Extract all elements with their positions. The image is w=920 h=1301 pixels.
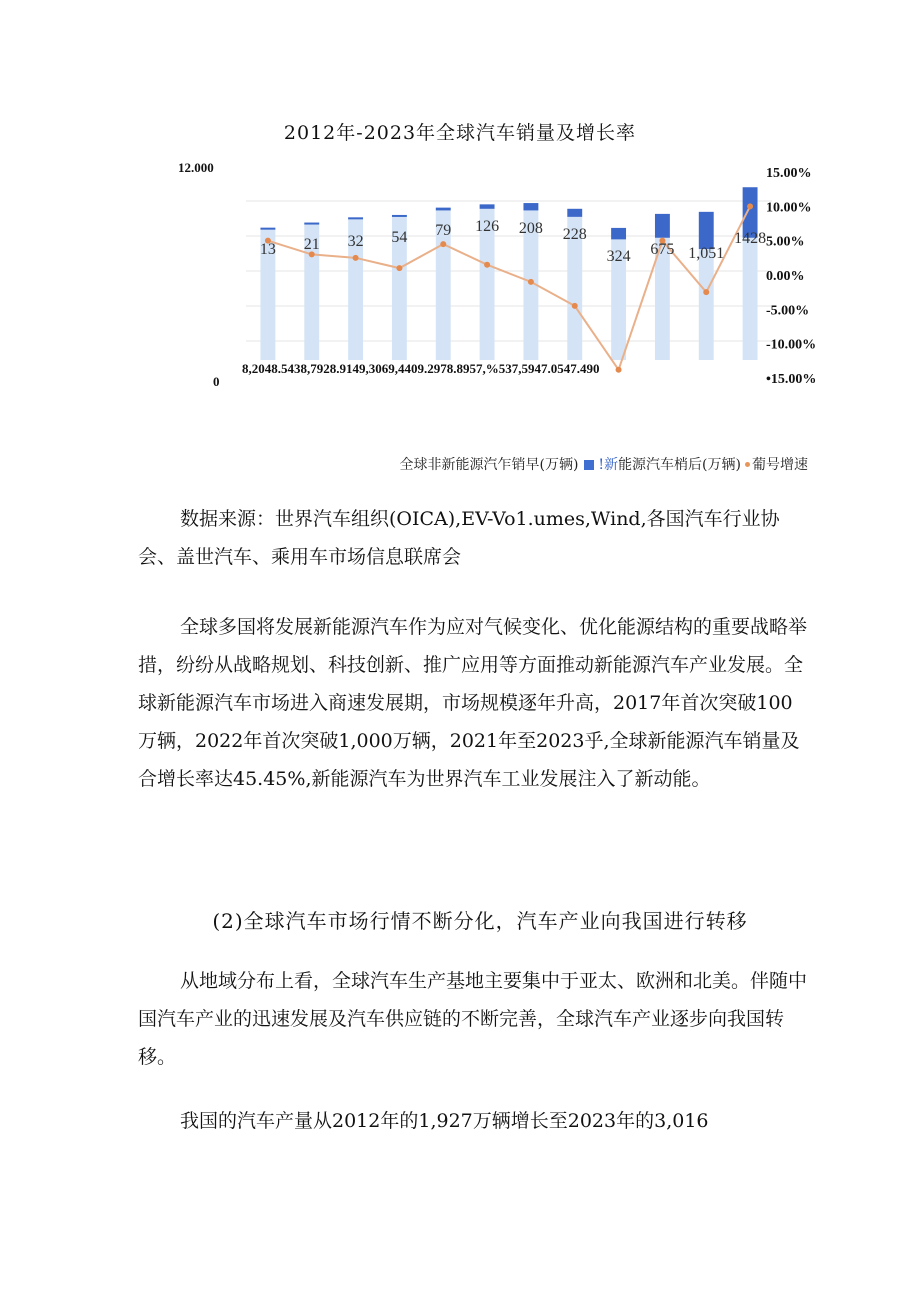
ev-bar-2017 <box>480 204 495 208</box>
ev-bar-2016 <box>436 208 451 211</box>
ev-label-2012: 13 <box>259 241 276 258</box>
ev-bar-2012 <box>260 228 275 230</box>
ev-label-2019: 228 <box>562 226 587 243</box>
ev-label-2020: 324 <box>606 248 631 265</box>
sales-growth-chart <box>160 150 880 400</box>
ev-bar-2018 <box>523 203 538 210</box>
left-axis-tick-bottom: 0 <box>213 374 220 389</box>
growth-point-2016 <box>440 241 446 247</box>
ev-label-2017: 126 <box>475 218 500 235</box>
nonev-bar-2022 <box>699 249 714 360</box>
legend-ev-label: 能源汽车梢后(万辆) <box>618 457 741 473</box>
ev-label-2014: 32 <box>347 233 364 250</box>
legend-growth-label: 葡号增速 <box>752 457 808 473</box>
ev-label-2021: 675 <box>650 241 675 258</box>
china-output-paragraph: 我国的汽车产量从2012年的1,927万辆增长至2023年的3,016 <box>180 1110 709 1132</box>
chart-legend <box>0 454 808 474</box>
growth-point-2018 <box>528 279 534 285</box>
ev-bar-2014 <box>348 217 363 219</box>
legend-ev-mark: ! <box>598 457 605 473</box>
ev-label-2015: 54 <box>391 229 408 246</box>
ev-label-2018: 208 <box>518 220 543 237</box>
legend-ev-label-start: 新 <box>604 457 619 473</box>
ev-bar-2013 <box>304 223 319 225</box>
right-axis <box>766 166 816 387</box>
right-axis-tick: 15.00% <box>766 166 812 181</box>
growth-point-2023 <box>747 203 753 209</box>
ev-label-2023: 1428 <box>734 230 767 247</box>
ev-bar-2021 <box>655 214 670 238</box>
data-source-paragraph: 数据来源：世界汽车组织(OICA),EV-Vo1.umes,Wind,各国汽车行业协会、盖世汽车、乘用车市场信息联席会 <box>138 508 780 568</box>
ev-market-paragraph: 全球多国将发展新能源汽车作为应对气候变化、优化能源结构的重要战略举措，纷纷从战略规划、科技创新、推广应用等方面推动新能源汽车产业发展。全球新能源汽车市场进入商速发展期，市场规模逐年升高，2017年首次突破100万辆，2022年首次突破1,000万辆，2021年至2023乎,全球新能源汽车销量及合增长率达45.45%,新能源汽车为世界汽车工业发展注入了新动能。 <box>138 616 808 790</box>
ev-bar-2020 <box>611 228 626 239</box>
growth-polyline <box>268 206 750 369</box>
nonev-bars <box>260 209 757 360</box>
chart-gridlines <box>246 201 772 341</box>
legend-nonev-label: 全球非新能源汽乍销早(万辆) <box>399 457 579 473</box>
growth-point-2019 <box>572 303 578 309</box>
section-heading: (2)全球汽车市场行情不断分化，汽车产业向我国进行转移 <box>212 909 748 933</box>
right-axis-tick: •15.00% <box>766 372 817 387</box>
growth-point-2017 <box>484 262 490 268</box>
right-axis-tick: -10.00% <box>766 337 817 353</box>
ev-bar-2019 <box>567 209 582 217</box>
ev-bar-2022 <box>699 212 714 249</box>
ev-data-labels <box>260 218 766 265</box>
ev-bars <box>260 187 757 249</box>
growth-point-2022 <box>703 289 709 295</box>
right-axis-tick: 5.00% <box>766 234 805 250</box>
nonev-values-text: 8,2048.5438,7928.9149,3069,4409.2978.8957,%537,5947.0547.490 <box>242 361 600 376</box>
left-axis-tick-top: 12.000 <box>178 160 214 175</box>
growth-line <box>265 203 753 372</box>
right-axis-tick: 0.00% <box>766 269 805 284</box>
ev-label-2016: 79 <box>435 222 452 239</box>
ev-label-2022: 1,051 <box>688 245 725 262</box>
region-paragraph: 从地域分布上看，全球汽车生产基地主要集中于亚太、欧洲和北美。伴随中国汽车产业的迅速发展及汽车供应链的不断完善，全球汽车产业逐步向我国转移。 <box>138 970 808 1068</box>
ev-label-2013: 21 <box>303 236 320 253</box>
growth-point-2014 <box>353 255 359 261</box>
right-axis-tick: -5.00% <box>766 303 810 319</box>
legend-growth-marker <box>745 462 750 467</box>
nonev-bar-2023 <box>743 238 758 360</box>
ev-bar-2015 <box>392 215 407 217</box>
legend-ev-swatch <box>584 460 594 470</box>
right-axis-tick: 10.00% <box>766 200 812 216</box>
chart-title: 2012年-2023年全球汽车销量及增长率 <box>283 122 637 144</box>
growth-point-2020 <box>616 367 622 373</box>
growth-point-2015 <box>396 265 402 271</box>
